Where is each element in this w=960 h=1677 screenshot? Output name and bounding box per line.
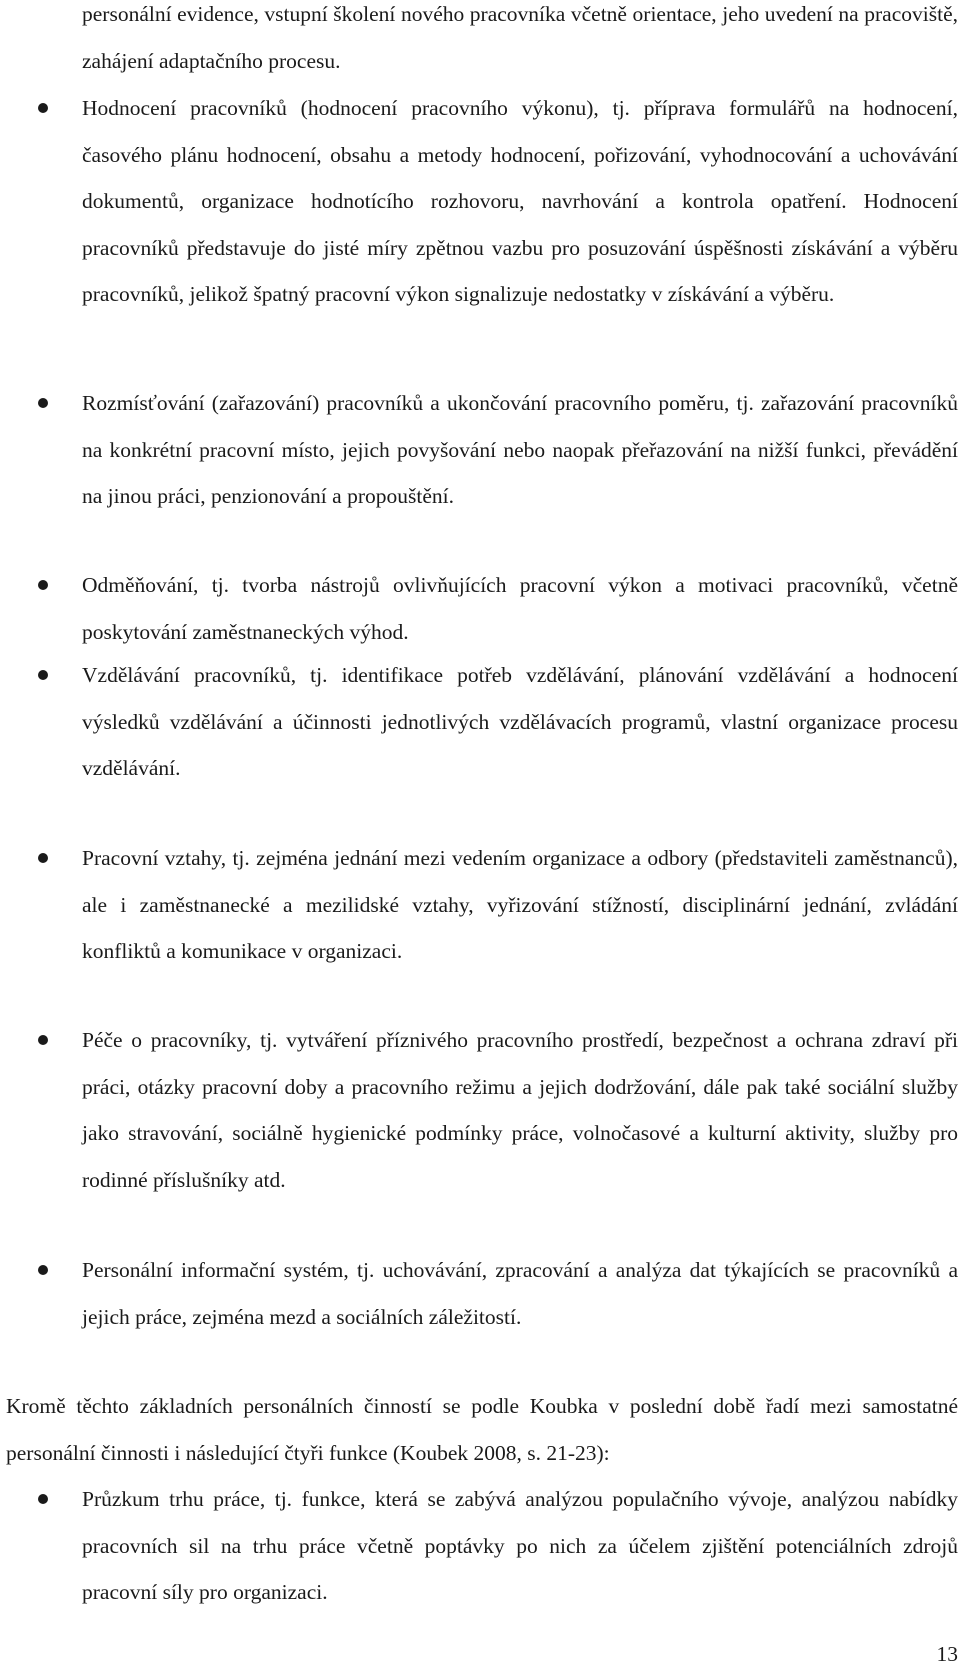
bullet-icon <box>38 853 48 863</box>
list-item-text: Rozmísťování (zařazování) pracovníků a ukončování pracovního poměru, tj. zařazování pracovníků na konkrétní pracovní místo, jejich povyšování nebo naopak přeřazování na nižší funkci, převádění na jinou práci, penzionování a propouštění. <box>82 391 958 508</box>
list-item-text: Vzdělávání pracovníků, tj. identifikace potřeb vzdělávání, plánování vzdělávání a hodnocení výsledků vzdělávání a účinnosti jednotlivých vzdělávacích programů, vlastní organizace procesu vzdělávání. <box>82 663 958 780</box>
list-item-text: Pracovní vztahy, tj. zejména jednání mezi vedením organizace a odbory (představiteli zaměstnanců), ale i zaměstnanecké a mezilidské vztahy, vyřizování stížností, disciplinární jednání, zvládání konfliktů a komunikace v organizaci. <box>82 846 958 963</box>
bullet-icon <box>38 580 48 590</box>
list-item-text: Odměňování, tj. tvorba nástrojů ovlivňujících pracovní výkon a motivaci pracovníků, včetně poskytování zaměstnaneckých výhod. <box>82 573 958 644</box>
bullet-icon <box>38 398 48 408</box>
continuation-text: personální evidence, vstupní školení nového pracovníka včetně orientace, jeho uvedení na pracoviště, zahájení adaptačního procesu. <box>82 2 958 73</box>
bullet-icon <box>38 1494 48 1504</box>
bullet-icon <box>38 1265 48 1275</box>
list-item-text: Průzkum trhu práce, tj. funkce, která se zabývá analýzou populačního vývoje, analýzou nabídky pracovních sil na trhu práce včetně poptávky po nich za účelem zjištění potenciálních zdrojů pracovní síly pro organizaci. <box>82 1487 958 1604</box>
list-item-text: Personální informační systém, tj. uchovávání, zpracování a analýza dat týkajících se pracovníků a jejich práce, zejména mezd a sociálních záležitostí. <box>82 1258 958 1329</box>
list-item-text: Hodnocení pracovníků (hodnocení pracovního výkonu), tj. příprava formulářů na hodnocení, časového plánu hodnocení, obsahu a metody hodnocení, pořizování, vyhodnocování a uchovávání dokumentů, organizace hodnotícího rozhovoru, navrhování a kontrola opatření. Hodnocení pracovníků představuje do jisté míry zpětnou vazbu pro posuzování úspěšnosti získávání a výběru pracovníků, jelikož špatný pracovní výkon signalizuje nedostatky v získávání a výběru. <box>82 96 958 306</box>
bullet-icon <box>38 1035 48 1045</box>
bullet-icon <box>38 103 48 113</box>
body-paragraph: Kromě těchto základních personálních činností se podle Koubka v poslední době řadí mezi samostatné personální činnosti i následující čtyři funkce (Koubek 2008, s. 21-23): <box>6 1394 958 1465</box>
list-item-text: Péče o pracovníky, tj. vytváření příznivého pracovního prostředí, bezpečnost a ochrana zdraví při práci, otázky pracovní doby a pracovního režimu a jejich dodržování, dále pak také sociální služby jako stravování, sociálně hygienické podmínky práce, volnočasové a kulturní aktivity, služby pro rodinné příslušníky atd. <box>82 1028 958 1192</box>
bullet-icon <box>38 670 48 680</box>
page-number: 13 <box>936 1642 958 1666</box>
